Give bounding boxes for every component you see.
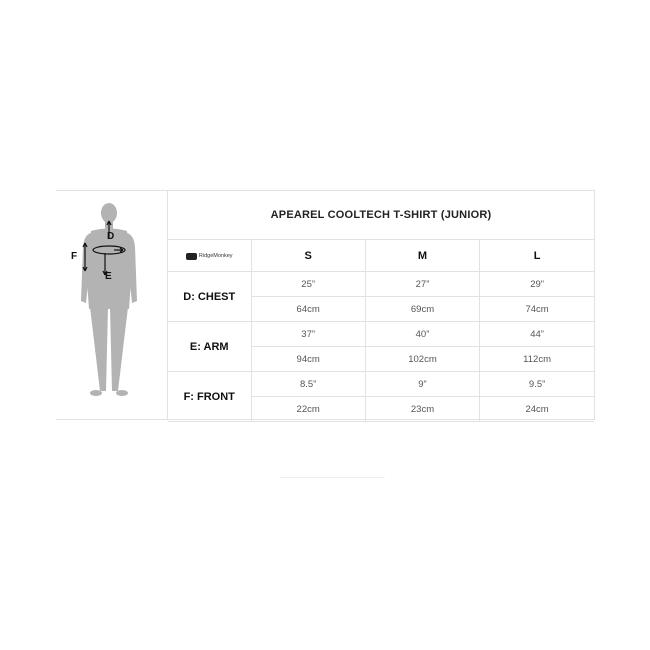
table-cell: 44” — [480, 322, 594, 347]
chart-title: APEAREL COOLTECH T-SHIRT (JUNIOR) — [168, 191, 594, 240]
table-cell: 8.5” — [251, 372, 365, 397]
body-silhouette-icon — [56, 191, 167, 419]
marker-f: F — [71, 251, 78, 262]
table-cell: 74cm — [480, 297, 594, 322]
table-cell: 64cm — [251, 297, 365, 322]
marker-e: E — [105, 271, 112, 282]
table-cell: 9.5” — [480, 372, 594, 397]
divider — [280, 477, 385, 478]
table-row — [168, 322, 594, 347]
body-figure-panel — [56, 191, 168, 419]
marker-d: D — [107, 231, 115, 242]
table-cell: 9” — [365, 372, 479, 397]
size-header-m: M — [365, 240, 479, 272]
table-cell: 29” — [480, 272, 594, 297]
table-cell: 112cm — [480, 347, 594, 372]
table-cell: 102cm — [365, 347, 479, 372]
row-label-front: F: FRONT — [168, 372, 251, 422]
brand-logo-icon — [186, 253, 197, 260]
row-label-arm: E: ARM — [168, 322, 251, 372]
table-cell: 37” — [251, 322, 365, 347]
size-chart — [56, 190, 595, 420]
table-cell: 27” — [365, 272, 479, 297]
table-row — [168, 272, 594, 297]
size-header-s: S — [251, 240, 365, 272]
table-cell: 23cm — [365, 397, 479, 422]
table-cell: 94cm — [251, 347, 365, 372]
table-row — [168, 372, 594, 397]
table-cell: 22cm — [251, 397, 365, 422]
brand-logo-text: RidgeMonkey — [198, 253, 233, 259]
table-cell: 69cm — [365, 297, 479, 322]
table-header-row — [168, 240, 594, 272]
table-cell: 24cm — [480, 397, 594, 422]
brand-logo — [186, 253, 233, 260]
size-table — [168, 240, 594, 422]
brand-logo-cell — [168, 240, 251, 272]
row-label-chest: D: CHEST — [168, 272, 251, 322]
size-header-l: L — [480, 240, 594, 272]
table-cell: 25” — [251, 272, 365, 297]
table-cell: 40” — [365, 322, 479, 347]
